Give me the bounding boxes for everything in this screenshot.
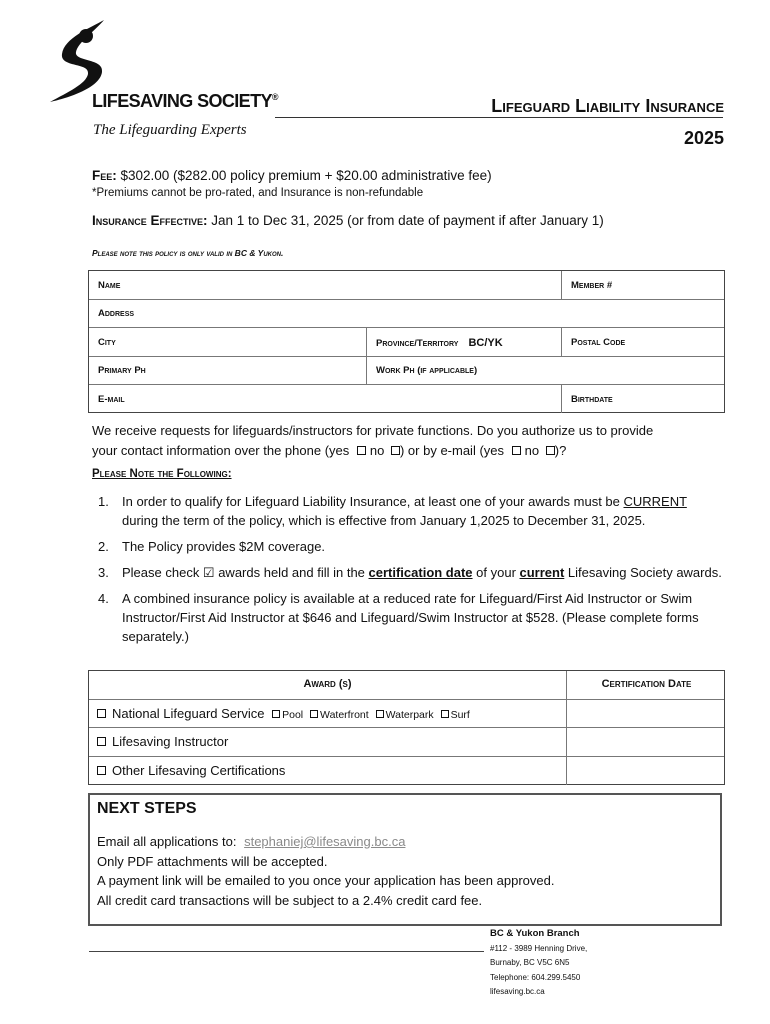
consent-line-2: your contact information over the phone (yes no ) or by e-mail (yes no )?	[92, 443, 567, 458]
fee-line	[92, 168, 492, 183]
registered-mark: ®	[271, 92, 278, 102]
grid-row-email	[89, 385, 724, 413]
birthdate-field[interactable]: Birthdate	[561, 385, 726, 413]
branch-address-1: #112 - 3989 Henning Drive,	[490, 943, 588, 953]
grid-row-address	[89, 300, 724, 328]
award-cell: Other Lifesaving Certifications	[89, 757, 566, 785]
other-date-field[interactable]	[566, 757, 726, 785]
fee-text: $302.00 ($282.00 policy premium + $20.00 administrative fee)	[116, 168, 492, 183]
award-row-instructor	[89, 728, 724, 757]
email-yes-checkbox[interactable]	[512, 446, 521, 455]
member-number-field[interactable]: Member #	[561, 271, 726, 299]
primary-phone-field[interactable]: Primary Ph	[98, 365, 146, 376]
grid-row-phone	[89, 357, 724, 385]
fee-note: *Premiums cannot be pro-rated, and Insurance is non-refundable	[92, 187, 424, 199]
nls-checkbox[interactable]	[97, 709, 106, 718]
province-field[interactable]: Province/Territory BC/YK	[366, 328, 561, 356]
branch-website[interactable]: lifesaving.bc.ca	[490, 987, 545, 996]
grid-row-city	[89, 328, 724, 357]
org-name: LIFESAVING SOCIETY®	[92, 91, 278, 111]
form-title: Lifeguard Liability Insurance	[491, 96, 724, 116]
note-item-2: 2. The Policy provides $2M coverage.	[98, 539, 326, 554]
instructor-date-field[interactable]	[566, 728, 726, 756]
award-row-nls	[89, 700, 724, 728]
email-field[interactable]: E-mail	[98, 394, 125, 405]
notes-heading: Please Note the Following:	[92, 468, 232, 480]
next-steps-body	[97, 832, 554, 910]
validity-note: Please note this policy is only valid in BC & Yukon.	[92, 248, 284, 258]
name-field[interactable]: Name	[98, 280, 121, 291]
phone-yes-checkbox[interactable]	[357, 446, 366, 455]
email-instruction: Email all applications to: stephaniej@lifesaving.bc.ca	[97, 834, 406, 849]
waterfront-checkbox[interactable]	[310, 710, 318, 718]
contact-consent-question	[92, 421, 722, 461]
award-row-other	[89, 757, 724, 785]
certification-date-column-header: Certification Date	[566, 671, 726, 699]
branch-phone: Telephone: 604.299.5450	[490, 972, 581, 982]
instructor-checkbox[interactable]	[97, 737, 106, 746]
payment-instruction: A payment link will be emailed to you once your application has been approved.	[97, 873, 555, 888]
province-value: BC/YK	[468, 337, 503, 349]
work-phone-field[interactable]: Work Ph (if applicable)	[366, 357, 726, 384]
branch-name: BC & Yukon Branch	[490, 928, 580, 939]
waterpark-checkbox[interactable]	[376, 710, 384, 718]
pool-checkbox[interactable]	[272, 710, 280, 718]
note-item-1: 1. In order to qualify for Lifeguard Liability Insurance, at least one of your awards must be CURRENT during the term of the policy, which is effective from January 1,2025 to December 31, 2025.	[98, 494, 687, 528]
note-item-4: 4. A combined insurance policy is available at a reduced rate for Lifeguard/First Aid Instructor or Swim Instructor/First Aid Instructor at $646 and Lifeguard/Swim Instructor at $528. (Please complete forms separately.)	[98, 591, 699, 644]
next-steps-title: NEXT STEPS	[97, 800, 197, 817]
credit-card-note: All credit card transactions will be subject to a 2.4% credit card fee.	[97, 892, 483, 908]
org-tagline: The Lifeguarding Experts	[93, 122, 247, 138]
surf-checkbox[interactable]	[441, 710, 449, 718]
branch-address-2: Burnaby, BC V5C 6N5	[490, 958, 570, 967]
other-cert-checkbox[interactable]	[97, 766, 106, 775]
pdf-instruction: Only PDF attachments will be accepted.	[97, 853, 328, 869]
branch-info	[490, 927, 587, 1000]
effective-text: Jan 1 to Dec 31, 2025 (or from date of payment if after January 1)	[207, 213, 604, 228]
signature-line	[89, 951, 484, 952]
grid-row-name	[89, 271, 724, 300]
effective-line	[92, 213, 604, 228]
awards-table	[88, 670, 725, 785]
awards-header-row	[89, 671, 724, 700]
award-cell: National Lifeguard Service Pool Waterfront Waterpark Surf	[89, 700, 566, 727]
email-no-checkbox[interactable]	[546, 446, 555, 455]
address-field[interactable]: Address	[98, 308, 135, 319]
consent-line-1: We receive requests for lifeguards/instructors for private functions. Do you authorize us to provide	[92, 423, 654, 438]
award-cell: Lifesaving Instructor	[89, 728, 566, 756]
header-divider	[275, 117, 723, 118]
form-year: 2025	[683, 128, 724, 148]
email-link[interactable]: stephaniej@lifesaving.bc.ca	[244, 834, 406, 849]
notes-list	[92, 492, 722, 653]
postal-code-field[interactable]: Postal Code	[561, 328, 726, 356]
award-column-header: Award (s)	[303, 678, 352, 690]
note-item-3: 3. Please check ☑ awards held and fill in the certification date of your current Lifesaving Society awards.	[98, 565, 722, 580]
effective-label: Insurance Effective:	[92, 213, 208, 228]
fee-label: Fee:	[92, 168, 117, 183]
city-field[interactable]: City	[98, 337, 116, 348]
nls-date-field[interactable]	[566, 700, 726, 727]
contact-info-grid	[88, 270, 725, 413]
phone-no-checkbox[interactable]	[391, 446, 400, 455]
